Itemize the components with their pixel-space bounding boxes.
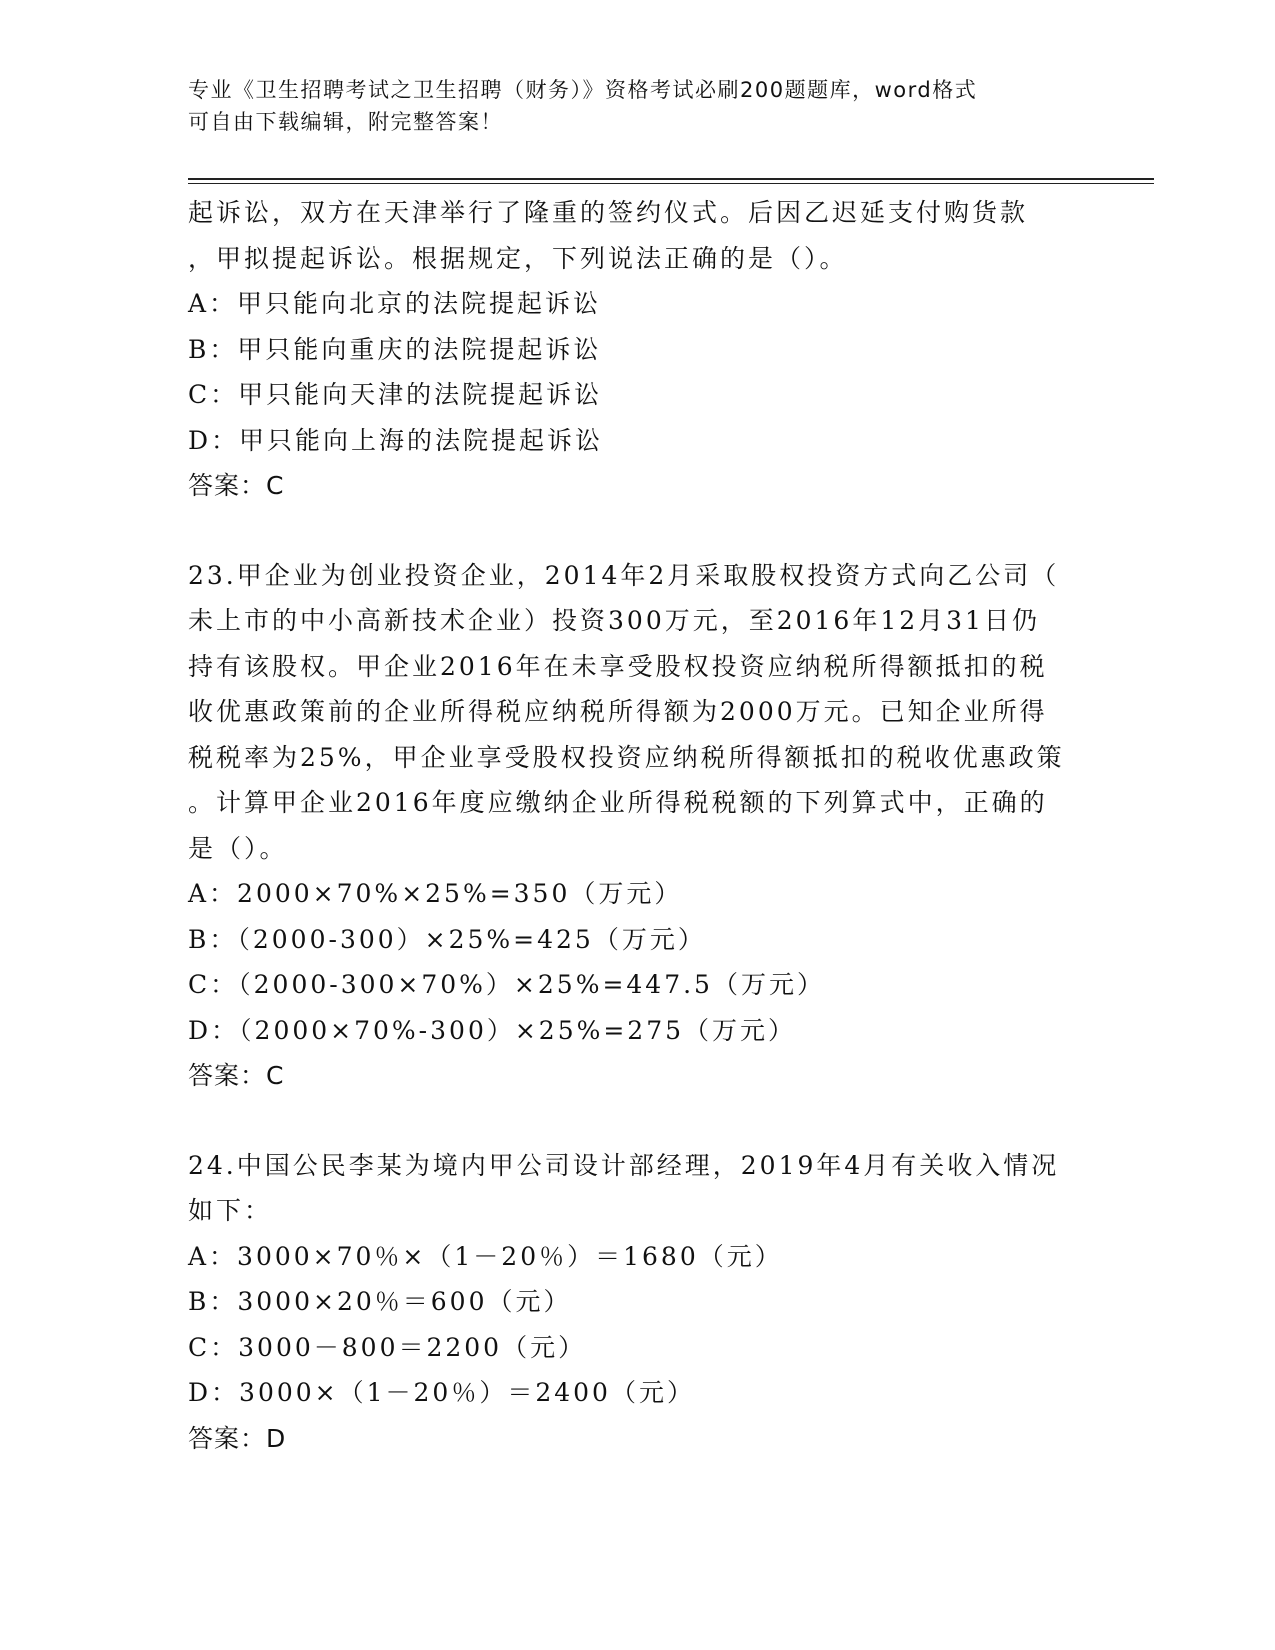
question-spacer [188, 1099, 1088, 1143]
option-b: B：（2000-300）×25%=425（万元） [188, 924, 706, 954]
option-d: D：（2000×70%-300）×25%=275（万元） [188, 1015, 797, 1045]
question-text-line: 如下： [188, 1196, 273, 1225]
answer-line: 答案：C [188, 1061, 285, 1090]
option-b: B：3000×20％＝600（元） [188, 1287, 572, 1316]
document-header [188, 74, 1088, 138]
question-text-line: 24.中国公民李某为境内甲公司设计部经理，2019年4月有关收入情况 [188, 1150, 1060, 1180]
option-c: C：甲只能向天津的法院提起诉讼 [188, 380, 603, 409]
answer-line: 答案：D [188, 1423, 287, 1453]
question-text-line: 收优惠政策前的企业所得税应纳税所得额为2000万元。已知企业所得 [188, 697, 1048, 726]
question-spacer [188, 509, 1088, 553]
option-a: A：3000×70％×（1－20％）＝1680（元） [188, 1241, 783, 1271]
header-title-line-2: 可自由下载编辑，附完整答案！ [188, 110, 503, 134]
question-text-line: 。计算甲企业2016年度应缴纳企业所得税税额的下列算式中，正确的 [188, 788, 1048, 817]
option-c: C：（2000-300×70%）×25%=447.5（万元） [188, 970, 825, 999]
question-text-line: 23.甲企业为创业投资企业，2014年2月采取股权投资方式向乙公司（ [188, 560, 1060, 590]
question-23 [188, 553, 1088, 1099]
question-text-line: 未上市的中小高新技术企业）投资300万元，至2016年12月31日仍 [188, 606, 1040, 635]
option-b: B：甲只能向重庆的法院提起诉讼 [188, 334, 602, 364]
question-text-line: 税税率为25%，甲企业享受股权投资应纳税所得额抵扣的税收优惠政策 [188, 742, 1065, 772]
option-d: D：3000×（1－20％）＝2400（元） [188, 1378, 695, 1407]
question-text-line: ，甲拟提起诉讼。根据规定，下列说法正确的是（）。 [188, 243, 848, 273]
header-title-line-1: 专业《卫生招聘考试之卫生招聘（财务）》资格考试必刷200题题库，word格式 [188, 78, 978, 102]
option-a: A：2000×70%×25%=350（万元） [188, 879, 683, 908]
answer-line: 答案：C [188, 471, 285, 500]
question-text-line: 持有该股权。甲企业2016年在未享受股权投资应纳税所得额抵扣的税 [188, 651, 1048, 681]
document-body [188, 190, 1088, 1461]
question-22 [188, 190, 1088, 509]
header-rule-thin [188, 183, 1154, 184]
question-text-line: 是（）。 [188, 833, 288, 863]
header-rule-thick [188, 178, 1154, 180]
option-c: C：3000－800＝2200（元） [188, 1332, 587, 1362]
option-d: D：甲只能向上海的法院提起诉讼 [188, 425, 604, 455]
option-a: A：甲只能向北京的法院提起诉讼 [188, 289, 602, 318]
question-24 [188, 1143, 1088, 1462]
question-text-line: 起诉讼，双方在天津举行了隆重的签约仪式。后因乙迟延支付购货款 [188, 198, 1029, 227]
